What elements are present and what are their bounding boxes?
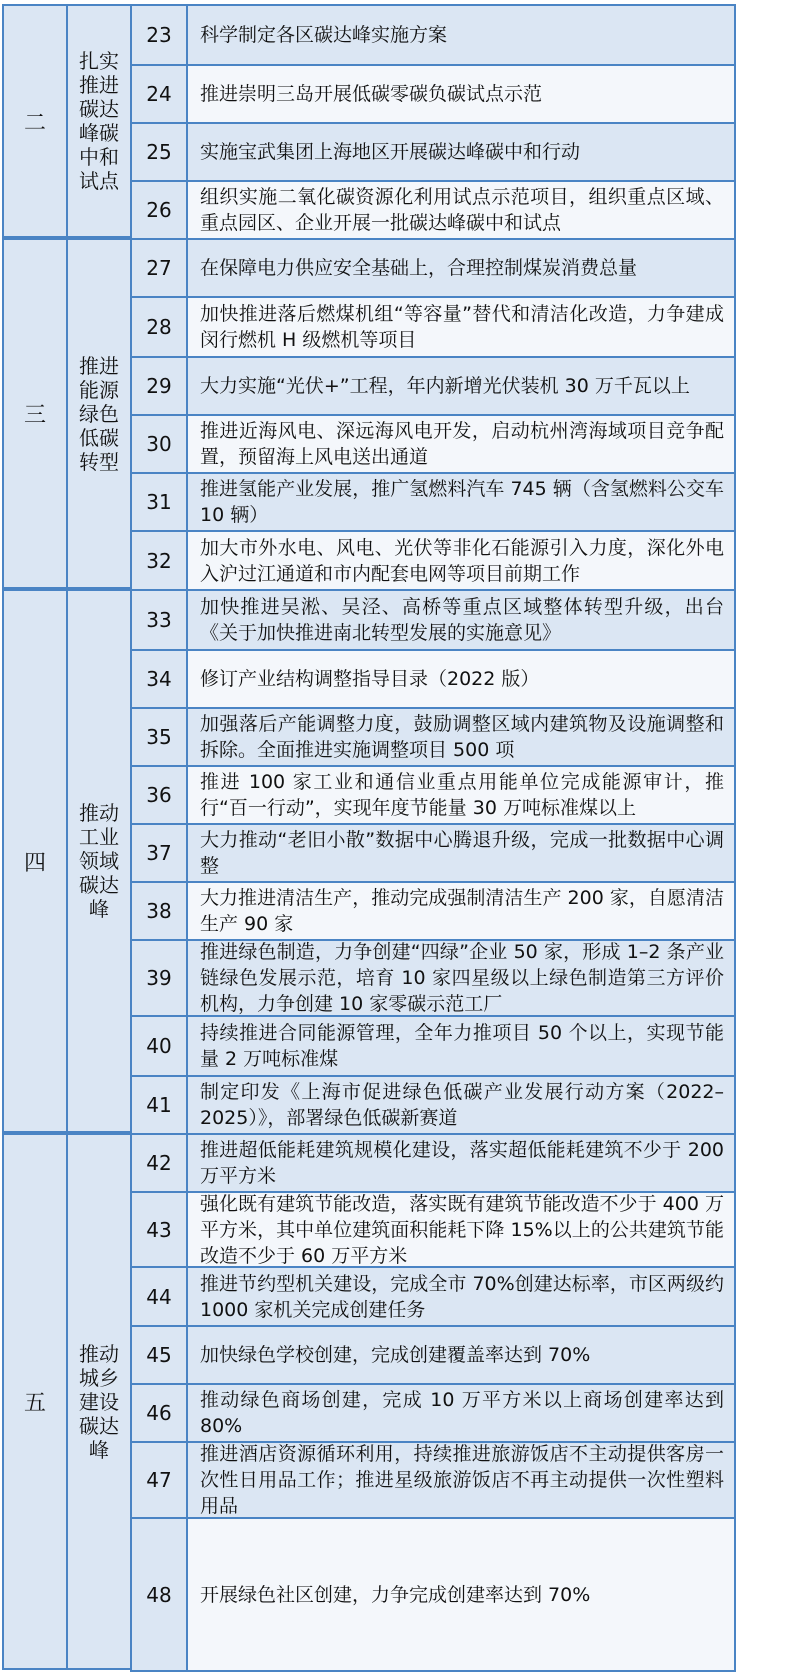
item-description [186,472,736,532]
item-description [186,1266,736,1327]
section-number: 四 [2,589,68,1133]
item-description [186,64,736,124]
item-number: 30 [130,414,188,474]
item-description-text: 推进酒店资源循环利用，持续推进旅游饭店不主动提供客房一次性日用品工作；推进星级旅游饭店不再主动提供一次性塑料用品 [200,1443,724,1517]
item-description [186,589,736,651]
item-description-text: 科学制定各区碳达峰实施方案 [200,24,448,46]
section-title [66,589,132,1133]
item-description [186,1133,736,1193]
item-number: 31 [130,472,188,532]
item-number: 27 [130,238,188,298]
item-description [186,4,736,66]
item-description-text: 推进超低能耗建筑规模化建设，落实超低能耗建筑不少于 200 万平方米 [200,1139,724,1187]
item-description [186,823,736,883]
item-description [186,707,736,767]
item-description-text: 推进 100 家工业和通信业重点用能单位完成能源审计，推行“百一行动”，实现年度节能量 30 万吨标准煤以上 [200,771,724,819]
item-description-text: 实施宝武集团上海地区开展碳达峰碳中和行动 [200,141,581,163]
item-number: 29 [130,356,188,416]
item-description [186,356,736,416]
section-title-text: 推动城乡建设碳达峰 [79,1341,119,1462]
item-description [186,939,736,1017]
section-number: 五 [2,1133,68,1670]
item-description-text: 加大市外水电、风电、光伏等非化石能源引入力度，深化外电入沪过江通道和市内配套电网等项目前期工作 [200,536,724,585]
item-description [186,649,736,709]
item-description [186,881,736,941]
item-description-text: 修订产业结构调整指导目录（2022 版） [200,668,540,690]
item-number: 43 [130,1191,188,1268]
item-number: 41 [130,1075,188,1135]
section-title-text: 扎实推进碳达峰碳中和试点 [79,49,119,193]
section-title-text: 推进能源绿色低碳转型 [79,353,119,474]
item-description [186,1441,736,1519]
item-number: 25 [130,122,188,182]
item-number: 28 [130,296,188,358]
item-number: 48 [130,1517,188,1672]
section-title [66,1133,132,1670]
item-number: 26 [130,180,188,240]
item-number: 33 [130,589,188,651]
item-number: 38 [130,881,188,941]
item-description-text: 加强落后产能调整力度，鼓励调整区域内建筑物及设施调整和拆除。全面推进实施调整项目 500 项 [200,713,724,761]
item-description [186,1517,736,1672]
item-description-text: 推进氢能产业发展，推广氢燃料汽车 745 辆（含氢燃料公交车 10 辆） [200,478,724,526]
item-number: 47 [130,1441,188,1519]
item-description-text: 持续推进合同能源管理，全年力推项目 50 个以上，实现节能量 2 万吨标准煤 [200,1022,724,1070]
section-title [66,238,132,589]
item-description [186,414,736,474]
item-description-text: 加快推进吴淞、吴泾、高桥等重点区域整体转型升级，出台《关于加快推进南北转型发展的实施意见》 [200,596,724,644]
item-number: 45 [130,1325,188,1385]
item-description-text: 推进绿色制造，力争创建“四绿”企业 50 家，形成 1–2 条产业链绿色发展示范，培育 10 家四星级以上绿色制造第三方评价机构，力争创建 10 家零碳示范工厂 [200,941,724,1015]
item-description-text: 大力实施“光伏+”工程，年内新增光伏装机 30 万千瓦以上 [200,375,690,397]
section-title [66,4,132,238]
item-number: 35 [130,707,188,767]
item-number: 36 [130,765,188,825]
item-number: 24 [130,64,188,124]
item-description [186,1075,736,1135]
item-number: 23 [130,4,188,66]
item-description-text: 加快绿色学校创建，完成创建覆盖率达到 70% [200,1344,591,1366]
item-description-text: 大力推进清洁生产，推动完成强制清洁生产 200 家，自愿清洁生产 90 家 [200,887,724,935]
item-number: 44 [130,1266,188,1327]
item-description-text: 强化既有建筑节能改造，落实既有建筑节能改造不少于 400 万平方米，其中单位建筑面积能耗下降 15%以上的公共建筑节能改造不少于 60 万平方米 [200,1192,724,1267]
section-number: 二 [2,4,68,238]
item-description-text: 制定印发《上海市促进绿色低碳产业发展行动方案（2022–2025）》，部署绿色低碳新赛道 [200,1081,724,1129]
item-description [186,238,736,298]
item-number: 37 [130,823,188,883]
item-number: 32 [130,530,188,591]
item-number: 40 [130,1015,188,1077]
item-description-text: 在保障电力供应安全基础上，合理控制煤炭消费总量 [200,257,638,279]
item-number: 42 [130,1133,188,1193]
item-number: 46 [130,1383,188,1443]
item-description [186,296,736,358]
item-description-text: 加快推进落后燃煤机组“等容量”替代和清洁化改造，力争建成闵行燃机 H 级燃机等项目 [200,303,724,351]
section-number: 三 [2,238,68,589]
section-title-text: 推动工业领域碳达峰 [79,801,119,921]
item-description-text: 推进节约型机关建设，完成全市 70%创建达标率，市区两级约 1000 家机关完成创建任务 [200,1272,724,1321]
item-description [186,1325,736,1385]
item-description-text: 开展绿色社区创建，力争完成创建率达到 70% [200,1583,591,1606]
item-description-text: 推动绿色商场创建，完成 10 万平方米以上商场创建率达到 80% [200,1389,724,1437]
item-number: 39 [130,939,188,1017]
item-description-text: 推进崇明三岛开展低碳零碳负碳试点示范 [200,83,543,105]
item-description [186,765,736,825]
item-description [186,180,736,240]
item-description-text: 推进近海风电、深远海风电开发，启动杭州湾海域项目竞争配置，预留海上风电送出通道 [200,420,724,468]
item-description [186,1383,736,1443]
item-description-text: 大力推动“老旧小散”数据中心腾退升级，完成一批数据中心调整 [200,829,724,877]
item-description [186,122,736,182]
item-description [186,1015,736,1077]
item-number: 34 [130,649,188,709]
item-description [186,1191,736,1268]
item-description-text: 组织实施二氧化碳资源化利用试点示范项目，组织重点区域、重点园区、企业开展一批碳达峰碳中和试点 [200,186,724,234]
item-description [186,530,736,591]
